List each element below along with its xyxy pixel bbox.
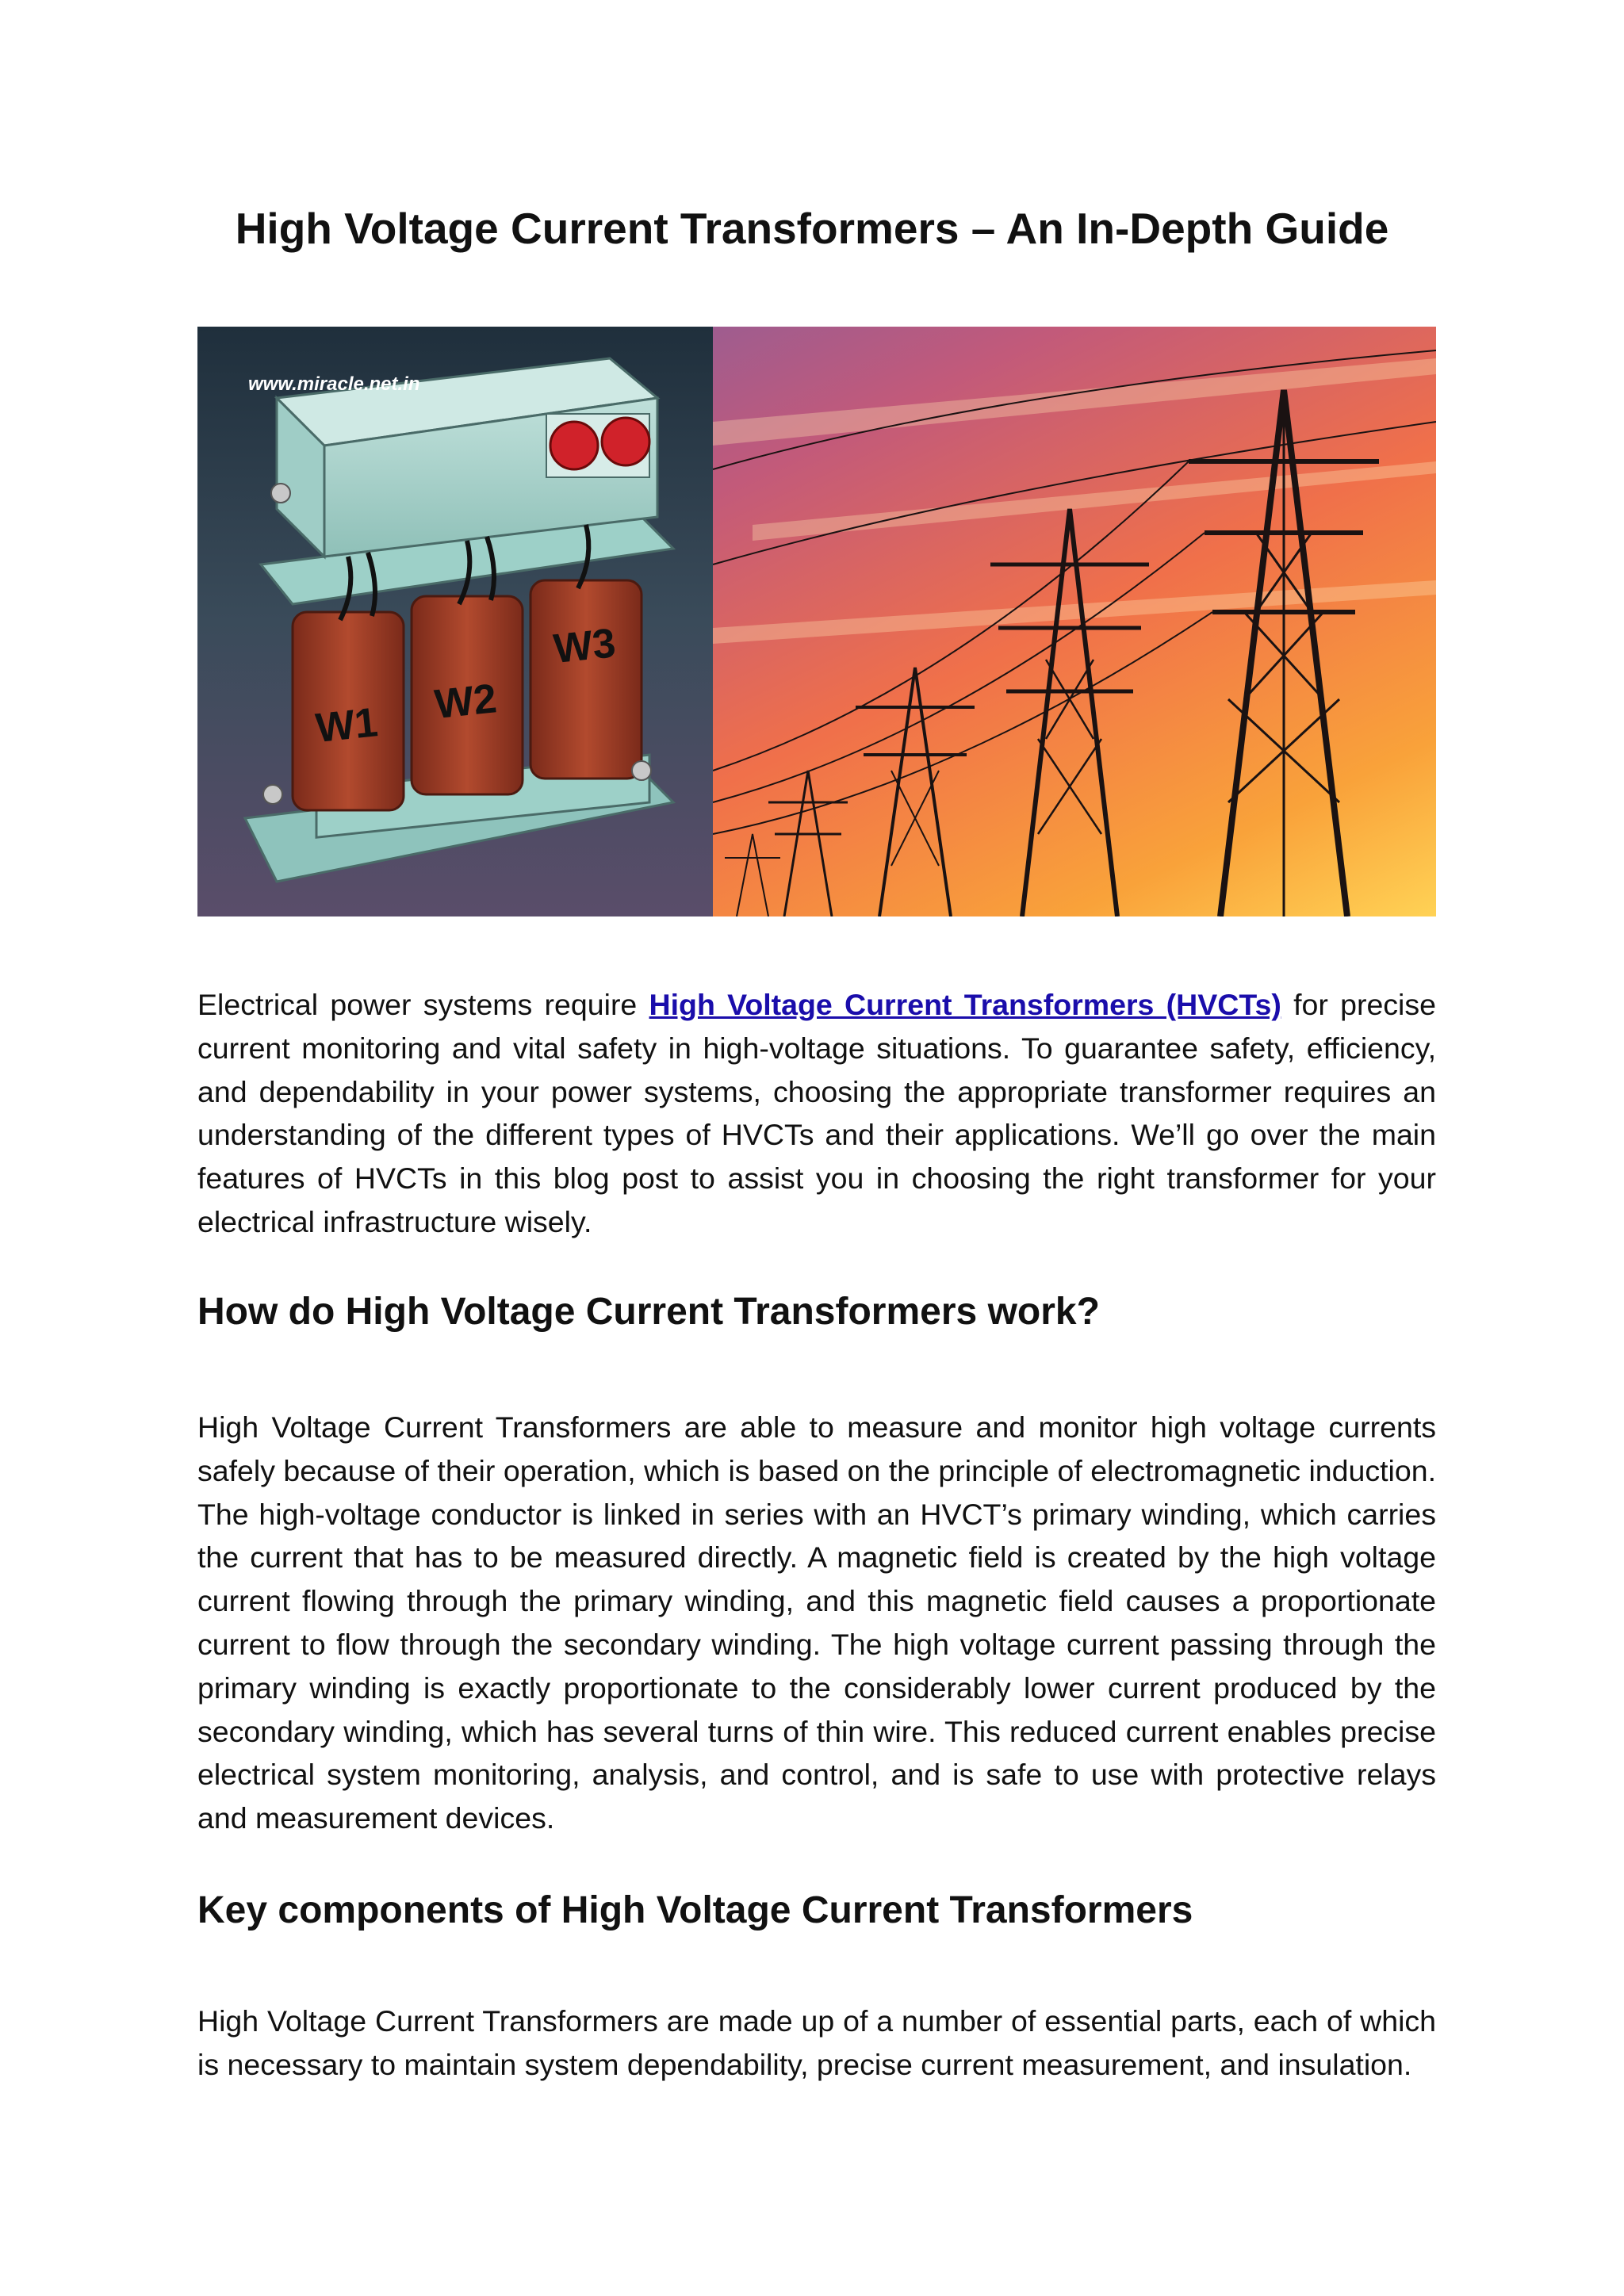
section-heading-key-components: Key components of High Voltage Current Transformers — [197, 1889, 1193, 1931]
section-heading-how-it-works: How do High Voltage Current Transformers work? — [197, 1291, 1100, 1333]
image-watermark: www.miracle.net.in — [248, 373, 420, 395]
intro-paragraph — [197, 983, 1436, 1244]
page-title: High Voltage Current Transformers – An In-Depth Guide — [235, 204, 1389, 253]
winding-label-w2: W2 — [432, 675, 500, 729]
section-paragraph-how-it-works: High Voltage Current Transformers are able to measure and monitor high voltage currents safely because of their operation, which is based on the principle of electromagnetic induction. The high-voltage conductor is linked in series with an HVCT’s primary winding, which carries the current that has to be measured directly. A magnetic field is created by the high voltage current flowing through the primary winding, and this magnetic field causes a proportionate current to flow through the secondary winding. The high voltage current passing through the primary winding is exactly proportionate to the considerably lower current produced by the secondary winding, which has several turns of thin wire. This reduced current enables precise electrical system monitoring, analysis, and control, and is safe to use with protective relays and measurement devices. — [197, 1410, 1436, 1835]
winding-label-w1: W1 — [313, 699, 381, 752]
hero-illustration — [197, 327, 1436, 916]
winding-label-w3: W3 — [551, 620, 619, 673]
transformer-product — [245, 358, 673, 882]
intro-text-before: Electrical power systems require — [197, 988, 649, 1021]
hero-image — [197, 327, 1436, 916]
section-paragraph-key-components: High Voltage Current Transformers are made up of a number of essential parts, each of which is necessary to maintain system dependability, precise current measurement, and insulation. — [197, 2004, 1436, 2081]
hvct-link[interactable]: High Voltage Current Transformers (HVCTs) — [649, 988, 1281, 1021]
intro-text-after: for precise current monitoring and vital safety in high-voltage situations. To guarantee safety, efficiency, and dependability in your power systems, choosing the appropriate transformer requires an understanding of the different types of HVCTs and their applications. We’ll go over the main features of HVCTs in this blog post to assist you in choosing the right transformer for your electrical infrastructure wisely. — [197, 988, 1436, 1238]
